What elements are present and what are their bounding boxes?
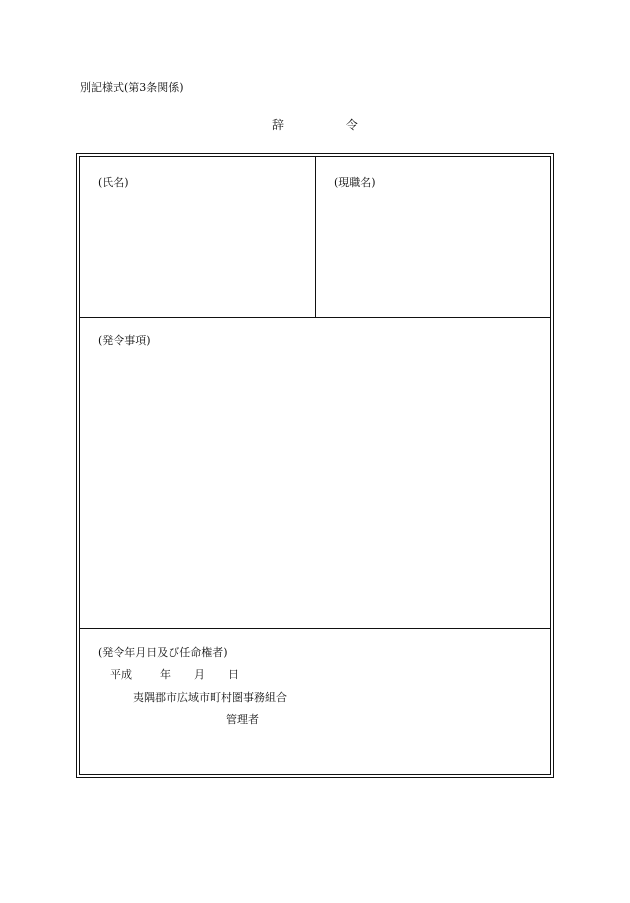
order-matters-label: (発令事項) bbox=[98, 334, 151, 347]
issue-date-cell[interactable] bbox=[80, 629, 550, 774]
era-label: 平成 bbox=[110, 668, 132, 681]
form-title bbox=[272, 118, 358, 132]
resignation-form-frame bbox=[76, 153, 554, 778]
administrator-label: 管理者 bbox=[226, 713, 259, 726]
form-title-right: 令 bbox=[345, 118, 358, 132]
month-label: 月 bbox=[194, 668, 205, 681]
current-position-cell[interactable] bbox=[316, 157, 550, 318]
form-reference: 別記様式(第3条関係) bbox=[80, 81, 184, 94]
name-label: (氏名) bbox=[98, 176, 129, 189]
form-title-left: 辞 bbox=[272, 118, 285, 132]
order-matters-cell[interactable] bbox=[80, 318, 550, 629]
issue-date-label: (発令年月日及び任命権者) bbox=[98, 646, 228, 659]
name-cell[interactable] bbox=[80, 157, 316, 318]
current-position-label: (現職名) bbox=[334, 176, 376, 189]
year-label: 年 bbox=[160, 668, 171, 681]
day-label: 日 bbox=[228, 668, 239, 681]
organization-name: 夷隅郡市広域市町村圏事務組合 bbox=[133, 691, 287, 704]
